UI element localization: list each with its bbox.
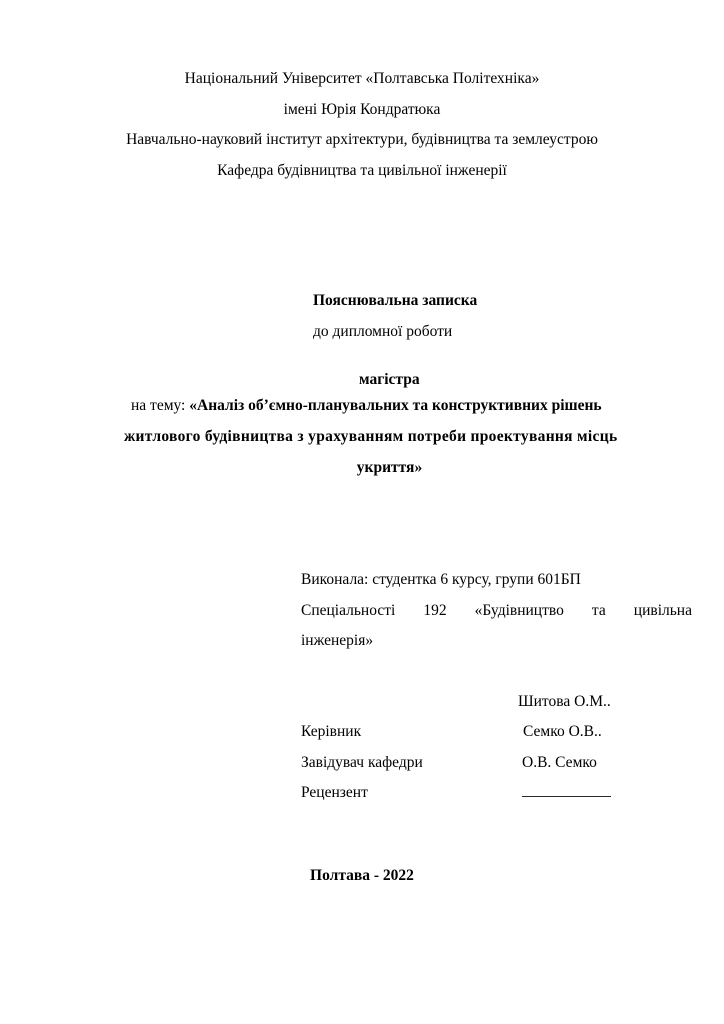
thesis-title-line-1 (124, 390, 655, 421)
role-value-reviewer (522, 778, 611, 809)
role-value-head-of-department: О.В. Семко (522, 753, 597, 771)
specialty-word-4: цивільна (633, 601, 692, 619)
thesis-title-block (124, 390, 655, 483)
role-value-supervisor: Семко О.В.. (523, 723, 602, 740)
institution-line-university: Національний Університет «Полтавська Політехніка» (184, 70, 540, 87)
thesis-title-part-1: «Аналіз об’ємно-планувальних та конструктивних рішень (189, 397, 602, 414)
role-row-reviewer (301, 778, 692, 809)
institution-line-named-after: імені Юрія Кондратюка (283, 100, 441, 118)
document-kind-block (313, 286, 673, 396)
performed-by-paragraph (301, 565, 692, 657)
thesis-title-line-2: житлового будівництва з урахуванням потреби проектування місць (124, 428, 618, 445)
diploma-work-subtitle: до дипломної роботи (313, 322, 453, 340)
role-row-supervisor (301, 717, 692, 748)
explanatory-note-title: Пояснювальна записка (313, 292, 478, 309)
specialty-word-2: «Будівництво (474, 601, 564, 619)
institution-line-institute: Навчально-науковий інститут архітектури, будівництва та землеустрою (126, 131, 598, 148)
reviewer-signature-line (522, 782, 611, 797)
specialty-word-3: та (591, 601, 606, 619)
role-label-supervisor: Керівник (301, 723, 362, 740)
specialty-word-0: Спеціальності (301, 601, 396, 619)
authorship-block (301, 565, 692, 809)
role-label-reviewer: Рецензент (301, 784, 368, 801)
thesis-title-line-3: укриття» (356, 459, 423, 476)
performed-by-line: Виконала: студентка 6 курсу, групи 601БП (301, 571, 581, 588)
specialty-line-continuation: інженерія» (301, 632, 374, 649)
institution-header (30, 64, 694, 186)
thesis-title-prefix: на тему: (131, 397, 190, 414)
role-label-head-of-department: Завідувач кафедри (301, 753, 423, 771)
role-row-head-of-department (301, 748, 692, 779)
institution-line-department: Кафедра будівництва та цивільної інженерії (217, 161, 507, 179)
place-and-year: Полтава - 2022 (310, 867, 414, 884)
specialty-line (301, 596, 692, 627)
specialty-word-1: 192 (423, 601, 447, 619)
student-name: Шитова О.М.. (518, 692, 611, 710)
degree-label: магістра (359, 371, 420, 388)
